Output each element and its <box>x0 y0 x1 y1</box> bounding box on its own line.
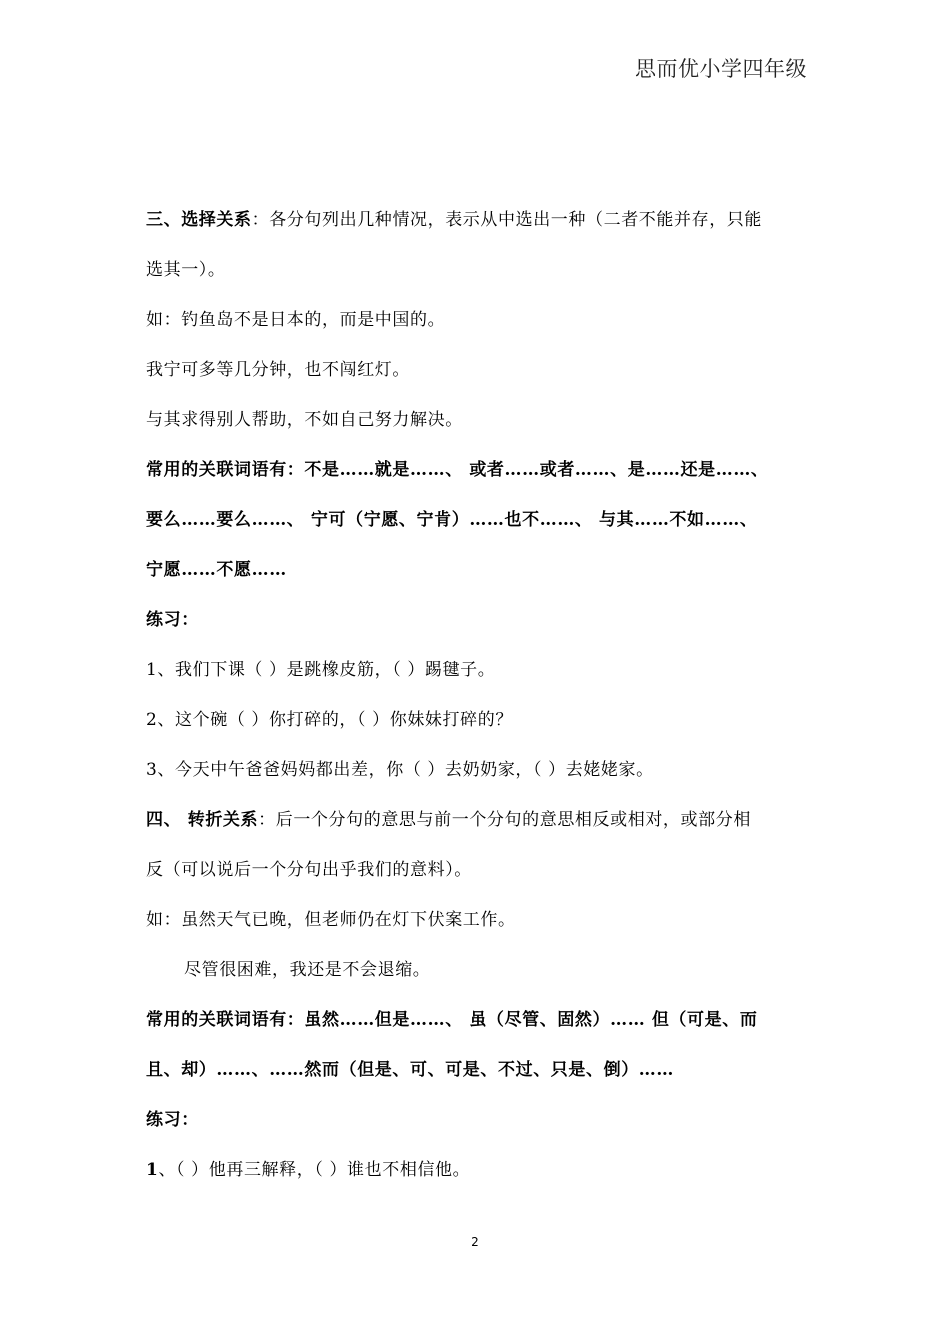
section4-definition-line2: 反（可以说后一个分句出乎我们的意料）。 <box>146 860 472 880</box>
section3-exercise-3: 3、今天中午爸爸妈妈都出差，你（ ）去奶奶家，（ ）去姥姥家。 <box>146 760 654 780</box>
section4-exercise-number: 1 <box>146 1160 159 1180</box>
section3-exercise-2: 2、这个碗（ ）你打碎的，（ ）你妹妹打碎的？ <box>146 710 513 730</box>
section3-practice-label: 练习： <box>146 610 199 630</box>
section3-definition-line2: 选其一）。 <box>146 260 226 280</box>
section4-definition-text: ：后一个分句的意思与前一个分句的意思相反或相对，或部分相 <box>258 810 751 830</box>
section4-example-1: 如：虽然天气已晚，但老师仍在灯下伏案工作。 <box>146 910 516 930</box>
section3-connectives-line2: 要么……要么……、 宁可（宁愿、宁肯）……也不……、 与其……不如……、 <box>146 510 758 530</box>
page-header: 思而优小学四年级 <box>635 57 807 81</box>
section4-exercise-1 <box>146 1145 816 1195</box>
section3-example-2: 我宁可多等几分钟，也不闯红灯。 <box>146 360 410 380</box>
section3-example-3: 与其求得别人帮助，不如自己努力解决。 <box>146 410 463 430</box>
section3-definition-line1 <box>146 195 816 245</box>
section4-connectives-line2: 且、却）……、……然而（但是、可、可是、不过、只是、倒）…… <box>146 1060 674 1080</box>
section3-example-1: 如：钓鱼岛不是日本的，而是中国的。 <box>146 310 446 330</box>
section4-heading: 四、 转折关系 <box>146 810 259 830</box>
section3-exercise-1: 1、我们下课（ ）是跳橡皮筋，（ ）踢毽子。 <box>146 660 496 680</box>
page-number: 2 <box>471 1235 479 1249</box>
section3-connectives-line1: 常用的关联词语有：不是……就是……、 或者……或者……、是……还是……、 <box>146 460 769 480</box>
section4-definition-line1 <box>146 795 816 845</box>
section4-practice-label: 练习： <box>146 1110 199 1130</box>
section3-connectives-line3: 宁愿……不愿…… <box>146 560 287 580</box>
document-body <box>146 195 816 1195</box>
section4-connectives-line1: 常用的关联词语有：虽然……但是……、 虽（尽管、固然）…… 但（可是、而 <box>146 1010 758 1030</box>
section4-exercise-text: 、（ ）他再三解释，（ ）谁也不相信他。 <box>158 1160 471 1180</box>
section3-definition-text: ：各分句列出几种情况，表示从中选出一种（二者不能并存，只能 <box>251 210 763 230</box>
section4-example-2: 尽管很困难，我还是不会退缩。 <box>184 960 431 980</box>
section3-heading: 三、选择关系 <box>146 210 252 230</box>
